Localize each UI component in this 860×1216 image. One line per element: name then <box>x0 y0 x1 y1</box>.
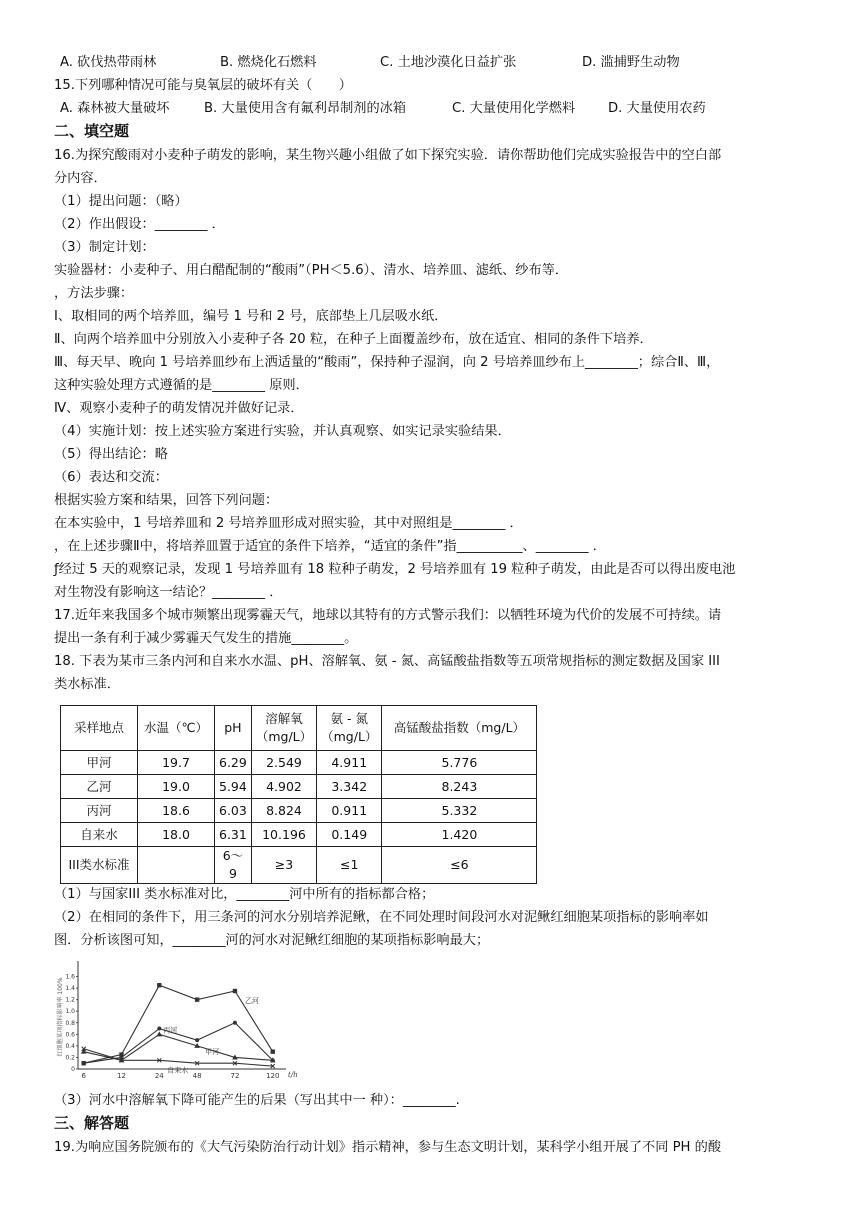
table-cell: 18.6 <box>138 799 215 823</box>
q15-option-c: C. 大量使用化学燃料 <box>452 101 576 116</box>
q16-line: ƒ经过 5 天的观察记录，发现 1 号培养皿有 18 粒种子萌发，2 号培养皿有 19 粒种子萌发，由此是否可以得出废电池 <box>54 562 736 577</box>
table-cell: 6.29 <box>215 751 252 775</box>
table-header-cell: 氨 - 氮（mg/L） <box>317 706 382 751</box>
table-cell: 甲河 <box>61 751 138 775</box>
x-tick-label: 6 <box>81 1072 86 1080</box>
table-cell: III类水标准 <box>61 847 138 884</box>
q16-line: 根据实验方案和结果，回答下列问题： <box>54 493 279 508</box>
y-tick-label: 0.6 <box>65 1031 75 1039</box>
table-row <box>61 847 537 884</box>
table-header-cell: 采样地点 <box>61 706 138 751</box>
y-tick-label: 1.0 <box>65 1008 75 1016</box>
q16-line: （5）得出结论：略 <box>54 447 168 462</box>
q15-option-a: A. 森林被大量破坏 <box>60 101 170 116</box>
x-tick-label: 48 <box>192 1072 202 1080</box>
table-row <box>61 775 537 799</box>
q16-line: （4）实施计划：按上述实验方案进行实验，并认真观察、如实记录实验结果． <box>54 424 511 439</box>
q15-option-b: B. 大量使用含有氟利昂制剂的冰箱 <box>204 101 407 116</box>
fish-cell-impact-chart <box>54 957 298 1087</box>
q15-option-d: D. 大量使用农药 <box>608 101 706 116</box>
table-cell: 1.420 <box>382 823 537 847</box>
x-tick-label: 72 <box>230 1072 240 1080</box>
table-cell: 丙河 <box>61 799 138 823</box>
series-label: 丙河 <box>163 1026 178 1035</box>
q16-line: Ⅰ、取相同的两个培养皿，编号 1 号和 2 号，底部垫上几层吸水纸． <box>54 309 448 324</box>
q16-line: Ⅲ、每天早、晚向 1 号培养皿纱布上洒适量的“酸雨”，保持种子湿润，向 2 号培养皿纱布上________；综合Ⅱ、Ⅲ， <box>54 355 720 370</box>
q16-line: ，在上述步骤Ⅱ中，将培养皿置于适宜的条件下培养，“适宜的条件”指__________、________ ． <box>54 539 606 554</box>
table-cell: 5.332 <box>382 799 537 823</box>
q16-line: 16.为探究酸雨对小麦种子萌发的影响，某生物兴趣小组做了如下探究实验．请你帮助他们完成实验报告中的空白部 <box>54 148 722 163</box>
section-title-answer: 三、解答题 <box>54 1114 130 1132</box>
q16-line: 在本实验中，1 号培养皿和 2 号培养皿形成对照实验，其中对照组是________ ． <box>54 516 523 531</box>
section-title-fill-in: 二、填空题 <box>54 122 130 140</box>
q16-line: 分内容． <box>54 171 107 186</box>
table-cell: ≤1 <box>317 847 382 884</box>
series-label: 甲河 <box>205 1048 220 1057</box>
table-cell: 6～9 <box>215 847 252 884</box>
water-quality-table <box>60 705 537 884</box>
q16-line: 实验器材：小麦种子、用白醋配制的“酸雨”（PH＜5.6）、清水、培养皿、滤纸、纱布等． <box>54 263 569 278</box>
table-cell: 3.342 <box>317 775 382 799</box>
q16-line: Ⅱ、向两个培养皿中分别放入小麦种子各 20 粒，在种子上面覆盖纱布，放在适宜、相同的条件下培养． <box>54 332 653 347</box>
table-cell: 0.911 <box>317 799 382 823</box>
q18-subquestion: 图．分析该图可知，________河的河水对泥鳅红细胞的某项指标影响最大； <box>54 933 490 948</box>
data-point <box>271 1058 275 1062</box>
table-cell: 乙河 <box>61 775 138 799</box>
y-tick-label: 0.8 <box>65 1019 75 1027</box>
x-tick-label: 24 <box>154 1072 164 1080</box>
table-row <box>61 799 537 823</box>
y-tick-label: 0.4 <box>65 1042 75 1050</box>
table-cell: 0.149 <box>317 823 382 847</box>
q14-option-b: B. 燃烧化石燃料 <box>220 55 317 70</box>
table-cell: 8.824 <box>251 799 316 823</box>
data-point <box>233 1021 237 1025</box>
table-cell: 4.911 <box>317 751 382 775</box>
q14-option-c: C. 土地沙漠化日益扩张 <box>380 55 517 70</box>
data-point <box>233 989 237 993</box>
q18-intro-line: 类水标准． <box>54 677 120 692</box>
x-axis-label: t/h <box>288 1071 298 1079</box>
table-cell: 8.243 <box>382 775 537 799</box>
table-cell: 19.7 <box>138 751 215 775</box>
table-row <box>61 823 537 847</box>
table-cell: 2.549 <box>251 751 316 775</box>
data-point <box>157 1031 163 1036</box>
table-cell: 5.94 <box>215 775 252 799</box>
q17-line: 提出一条有利于减少雾霾天气发生的措施________。 <box>54 631 358 646</box>
table-cell: 6.03 <box>215 799 252 823</box>
data-point <box>157 1027 161 1031</box>
series-line <box>84 1049 273 1066</box>
q16-line: （1）提出问题：（略） <box>54 194 188 209</box>
q16-line: ，方法步骤： <box>54 286 134 301</box>
q16-line: 对生物没有影响这一结论？________ ． <box>54 585 283 600</box>
y-tick-label: 1.2 <box>65 996 75 1004</box>
table-cell: 自来水 <box>61 823 138 847</box>
table-header-cell: 溶解氧（mg/L） <box>251 706 316 751</box>
y-tick-label: 0.2 <box>65 1054 75 1062</box>
table-cell: 18.0 <box>138 823 215 847</box>
series-label: 自来水 <box>167 1066 189 1075</box>
q18-subquestion: （2）在相同的条件下，用三条河的河水分别培养泥鳅，在不同处理时间段河水对泥鳅红细胞某项指标的影响率如 <box>54 910 709 925</box>
q14-option-a: A. 砍伐热带雨林 <box>60 55 157 70</box>
table-cell: ≥3 <box>251 847 316 884</box>
q18-intro-line: 18. 下表为某市三条内河和自来水水温、pH、溶解氧、氨 - 氮、高锰酸盐指数等五项常规指标的测定数据及国家 III <box>54 654 720 669</box>
x-tick-label: 120 <box>266 1072 280 1080</box>
q15-stem: 15.下列哪种情况可能与臭氧层的破坏有关（ ） <box>54 78 352 93</box>
q17-line: 17.近年来我国多个城市频繁出现雾霾天气，地球以其特有的方式警示我们：以牺牲环境为代价的发展不可持续。请 <box>54 608 722 623</box>
data-point <box>195 1038 199 1042</box>
y-tick-label: 1.4 <box>65 985 75 993</box>
data-point <box>82 1061 86 1065</box>
q19-line: 19.为响应国务院颁布的《大气污染防治行动计划》指示精神，参与生态文明计划，某科学小组开展了不同 PH 的酸 <box>54 1140 722 1155</box>
table-header-cell: pH <box>215 706 252 751</box>
table-cell: 10.196 <box>251 823 316 847</box>
y-axis-label: 红细胞某项指标影响率 100% <box>57 977 64 1057</box>
table-row <box>61 751 537 775</box>
table-cell: 5.776 <box>382 751 537 775</box>
data-point <box>195 997 199 1001</box>
table-header-row <box>61 706 537 751</box>
q14-option-d: D. 滥捕野生动物 <box>582 55 680 70</box>
table-cell: 6.31 <box>215 823 252 847</box>
series-label: 乙河 <box>244 997 259 1005</box>
table-cell: 4.902 <box>251 775 316 799</box>
x-tick-label: 12 <box>117 1072 126 1080</box>
q16-line: （3）制定计划： <box>54 240 155 255</box>
q16-line: （6）表达和交流： <box>54 470 168 485</box>
q16-line: Ⅳ、观察小麦种子的萌发情况并做好记录． <box>54 401 304 416</box>
table-cell: ≤6 <box>382 847 537 884</box>
q16-line: 这种实验处理方式遵循的是________ 原则． <box>54 378 309 393</box>
table-cell: 19.0 <box>138 775 215 799</box>
data-point <box>157 983 161 987</box>
q18-subquestion: （1）与国家III 类水标准对比，________河中所有的指标都合格； <box>54 887 435 902</box>
table-header-cell: 水温（℃） <box>138 706 215 751</box>
y-tick-label: 0 <box>71 1066 75 1073</box>
y-tick-label: 1.6 <box>65 973 75 981</box>
data-point <box>271 1049 275 1053</box>
q18-subquestion: （3）河水中溶解氧下降可能产生的后果（写出其中一 种）：________. <box>54 1093 460 1108</box>
table-header-cell: 高锰酸盐指数（mg/L） <box>382 706 537 751</box>
table-cell <box>138 847 215 884</box>
q16-line: （2）作出假设：________ ． <box>54 217 225 232</box>
